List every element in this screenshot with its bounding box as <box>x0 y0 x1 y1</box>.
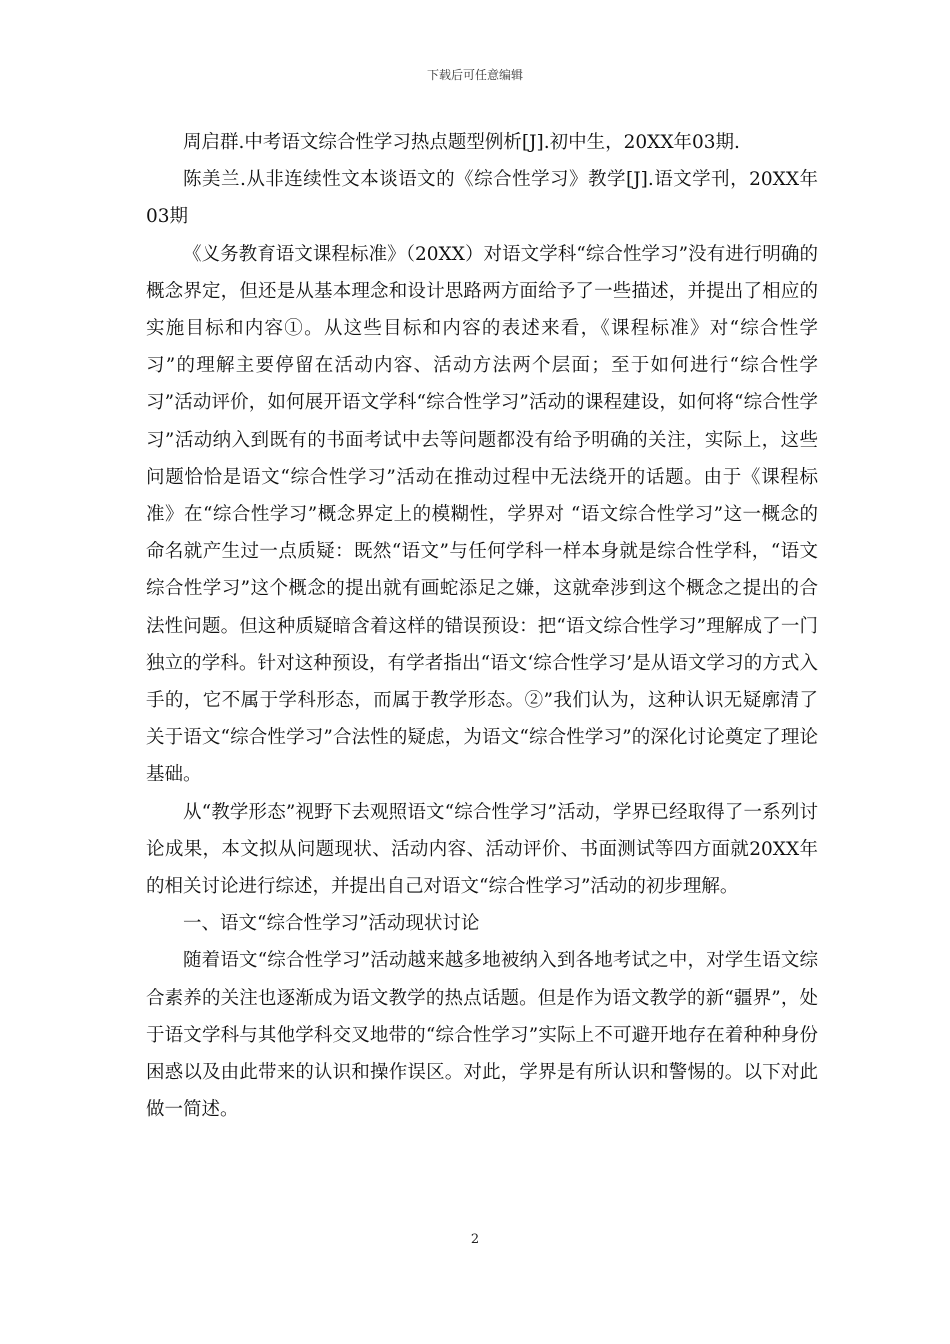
page-header-note: 下载后可任意编辑 <box>426 68 523 82</box>
section-heading: 一、语文“综合性学习”活动现状讨论 <box>183 913 480 935</box>
page-number: 2 <box>470 1232 480 1247</box>
document-body <box>146 124 818 1128</box>
reference-2: 陈美兰.从非连续性文本谈语文的《综合性学习》教学[J].语文学刊，20XX年03期 <box>146 169 818 228</box>
reference-1: 周启群.中考语文综合性学习热点题型例析[J].初中生，20XX年03期. <box>183 132 740 153</box>
paragraph-overview: 从“教学形态”视野下去观照语文“综合性学习”活动，学界已经取得了一系列讨论成果，本文拟从问题现状、活动内容、活动评价、书面测试等四方面就20XX年的相关讨论进行综述，并提出自己对语文“综合性学习”活动的初步理解。 <box>146 801 818 898</box>
paragraph-intro: 《义务教育语文课程标准》（20XX）对语文学科“综合性学习”没有进行明确的概念界定，但还是从基本理念和设计思路两方面给予了一些描述，并提出了相应的实施目标和内容①。从这些目标和内容的表述来看，《课程标准》对“综合性学习”的理解主要停留在活动内容、活动方法两个层面；至于如何进行“综合性学习”活动评价，如何展开语文学科“综合性学习”活动的课程建设，如何将“综合性学习”活动纳入到既有的书面考试中去等问题都没有给予明确的关注，实际上，这些问题恰恰是语文“综合性学习”活动在推动过程中无法绕开的话题。由于《课程标准》在“综合性学习”概念界定上的模糊性，学界对 “语文综合性学习”这一概念的命名就产生过一点质疑：既然“语文”与任何学科一样本身就是综合性学科，“语文综合性学习”这个概念的提出就有画蛇添足之嫌，这就牵涉到这个概念之提出的合法性问题。但这种质疑暗含着这样的错误预设：把“语文综合性学习”理解成了一门独立的学科。针对这种预设，有学者指出“语文‘综合性学习’是从语文学习的方式入手的，它不属于学科形态，而属于教学形态。②”我们认为，这种认识无疑廓清了关于语文“综合性学习”合法性的疑虑，为语文“综合性学习”的深化讨论奠定了理论基础。 <box>146 243 818 786</box>
paragraph-section-1: 随着语文“综合性学习”活动越来越多地被纳入到各地考试之中，对学生语文综合素养的关注也逐渐成为语文教学的热点话题。但是作为语文教学的新“疆界”，处于语文学科与其他学科交叉地带的“综合性学习”实际上不可避开地存在着种种身份困惑以及由此带来的认识和操作误区。对此，学界是有所认识和警惕的。以下对此做一简述。 <box>146 950 818 1121</box>
